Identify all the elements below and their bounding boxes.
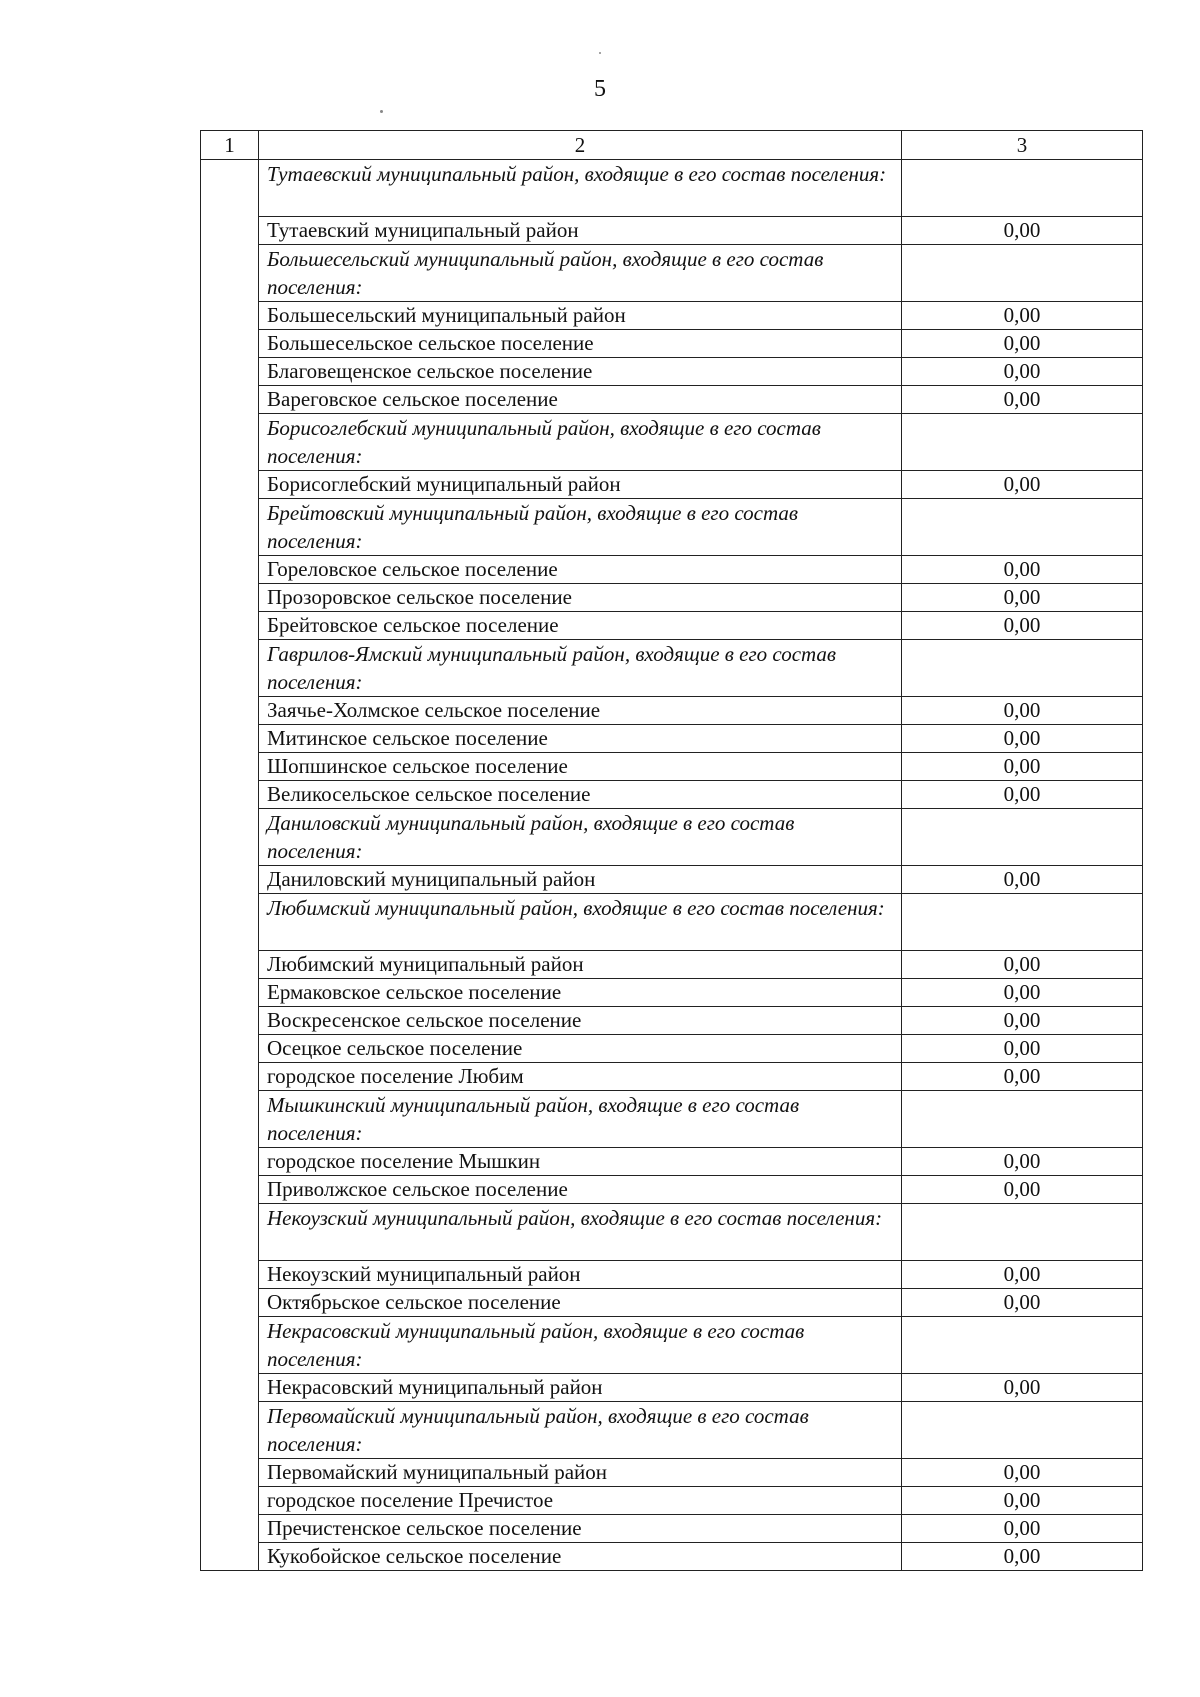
- district-group-row: [201, 640, 1143, 697]
- amount-cell: [902, 160, 1143, 217]
- amount-cell: 0,00: [902, 1543, 1143, 1571]
- table-body: [201, 160, 1143, 1571]
- amount-cell: 0,00: [902, 386, 1143, 414]
- amount-cell: 0,00: [902, 1459, 1143, 1487]
- amount-cell: [902, 414, 1143, 471]
- table-row: [201, 584, 1143, 612]
- page-number: 5: [594, 76, 606, 102]
- table-row: [201, 358, 1143, 386]
- amount-cell: [902, 809, 1143, 866]
- table-row: [201, 979, 1143, 1007]
- amount-cell: 0,00: [902, 866, 1143, 894]
- amount-cell: 0,00: [902, 781, 1143, 809]
- column-header-2: 2: [259, 131, 902, 160]
- table-row: [201, 1148, 1143, 1176]
- amount-cell: 0,00: [902, 753, 1143, 781]
- amount-cell: [902, 499, 1143, 556]
- table-header: [201, 131, 1143, 160]
- amount-cell: 0,00: [902, 584, 1143, 612]
- district-heading: Брейтовский муниципальный район, входящие в его состав поселения:: [259, 499, 902, 556]
- district-heading: Некрасовский муниципальный район, входящие в его состав поселения:: [259, 1317, 902, 1374]
- settlement-name: Некоузский муниципальный район: [259, 1261, 902, 1289]
- settlement-name: Приволжское сельское поселение: [259, 1176, 902, 1204]
- amount-cell: 0,00: [902, 1063, 1143, 1091]
- amount-cell: 0,00: [902, 1148, 1143, 1176]
- amount-cell: [902, 1204, 1143, 1261]
- amount-cell: [902, 1317, 1143, 1374]
- amount-cell: [902, 1402, 1143, 1459]
- settlement-name: Прозоровское сельское поселение: [259, 584, 902, 612]
- amount-cell: 0,00: [902, 556, 1143, 584]
- settlement-name: городское поселение Любим: [259, 1063, 902, 1091]
- table-row: [201, 1261, 1143, 1289]
- table-row: [201, 1459, 1143, 1487]
- district-group-row: [201, 1402, 1143, 1459]
- amount-cell: 0,00: [902, 1261, 1143, 1289]
- table-row: [201, 302, 1143, 330]
- row-number-cell: [201, 160, 259, 1571]
- amount-cell: [902, 1091, 1143, 1148]
- district-heading: Большесельский муниципальный район, входящие в его состав поселения:: [259, 245, 902, 302]
- district-heading: Любимский муниципальный район, входящие в его состав поселения:: [259, 894, 902, 951]
- column-header-3: 3: [902, 131, 1143, 160]
- amount-cell: 0,00: [902, 725, 1143, 753]
- table-row: [201, 1543, 1143, 1571]
- settlement-name: Благовещенское сельское поселение: [259, 358, 902, 386]
- table-row: [201, 1176, 1143, 1204]
- amount-cell: [902, 640, 1143, 697]
- table-row: [201, 217, 1143, 245]
- table-row: [201, 1289, 1143, 1317]
- table-row: [201, 753, 1143, 781]
- district-group-row: [201, 1091, 1143, 1148]
- table-row: [201, 1063, 1143, 1091]
- settlement-name: Заячье-Холмское сельское поселение: [259, 697, 902, 725]
- table-row: [201, 1515, 1143, 1543]
- settlement-name: Большесельское сельское поселение: [259, 330, 902, 358]
- settlement-name: Митинское сельское поселение: [259, 725, 902, 753]
- amount-cell: 0,00: [902, 1035, 1143, 1063]
- settlement-name: Гореловское сельское поселение: [259, 556, 902, 584]
- amount-cell: [902, 245, 1143, 302]
- header-row: [201, 131, 1143, 160]
- settlement-name: Вареговское сельское поселение: [259, 386, 902, 414]
- amount-cell: 0,00: [902, 1487, 1143, 1515]
- amount-cell: 0,00: [902, 330, 1143, 358]
- amount-cell: [902, 894, 1143, 951]
- scan-speck: [599, 52, 601, 54]
- amount-cell: 0,00: [902, 612, 1143, 640]
- table-row: [201, 866, 1143, 894]
- amount-cell: 0,00: [902, 951, 1143, 979]
- district-group-row: [201, 414, 1143, 471]
- table-row: [201, 1007, 1143, 1035]
- settlement-name: Первомайский муниципальный район: [259, 1459, 902, 1487]
- table-row: [201, 471, 1143, 499]
- settlement-name: Некрасовский муниципальный район: [259, 1374, 902, 1402]
- settlement-name: Воскресенское сельское поселение: [259, 1007, 902, 1035]
- scan-speck: [380, 110, 383, 113]
- district-group-row: [201, 1204, 1143, 1261]
- amount-cell: 0,00: [902, 1374, 1143, 1402]
- amount-cell: 0,00: [902, 1289, 1143, 1317]
- amount-cell: 0,00: [902, 1176, 1143, 1204]
- settlement-name: Даниловский муниципальный район: [259, 866, 902, 894]
- settlement-name: Ермаковское сельское поселение: [259, 979, 902, 1007]
- table-row: [201, 1374, 1143, 1402]
- settlement-name: Тутаевский муниципальный район: [259, 217, 902, 245]
- settlement-name: Большесельский муниципальный район: [259, 302, 902, 330]
- district-group-row: [201, 1317, 1143, 1374]
- table-row: [201, 1035, 1143, 1063]
- settlement-name: Великосельское сельское поселение: [259, 781, 902, 809]
- settlement-name: городское поселение Мышкин: [259, 1148, 902, 1176]
- budget-table: [200, 130, 1143, 1571]
- settlement-name: городское поселение Пречистое: [259, 1487, 902, 1515]
- table-row: [201, 725, 1143, 753]
- settlement-name: Шопшинское сельское поселение: [259, 753, 902, 781]
- district-group-row: [201, 499, 1143, 556]
- amount-cell: 0,00: [902, 358, 1143, 386]
- settlement-name: Осецкое сельское поселение: [259, 1035, 902, 1063]
- table-row: [201, 386, 1143, 414]
- amount-cell: 0,00: [902, 217, 1143, 245]
- district-heading: Мышкинский муниципальный район, входящие в его состав поселения:: [259, 1091, 902, 1148]
- settlement-name: Любимский муниципальный район: [259, 951, 902, 979]
- table-row: [201, 1487, 1143, 1515]
- column-header-1: 1: [201, 131, 259, 160]
- district-heading: Даниловский муниципальный район, входящие в его состав поселения:: [259, 809, 902, 866]
- settlement-name: Брейтовское сельское поселение: [259, 612, 902, 640]
- settlement-name: Октябрьское сельское поселение: [259, 1289, 902, 1317]
- settlement-name: Пречистенское сельское поселение: [259, 1515, 902, 1543]
- district-heading: Тутаевский муниципальный район, входящие в его состав поселения:: [259, 160, 902, 217]
- table-row: [201, 951, 1143, 979]
- table-row: [201, 556, 1143, 584]
- amount-cell: 0,00: [902, 471, 1143, 499]
- amount-cell: 0,00: [902, 1007, 1143, 1035]
- amount-cell: 0,00: [902, 979, 1143, 1007]
- table-row: [201, 781, 1143, 809]
- district-heading: Борисоглебский муниципальный район, входящие в его состав поселения:: [259, 414, 902, 471]
- district-group-row: [201, 894, 1143, 951]
- district-group-row: [201, 160, 1143, 217]
- district-heading: Некоузский муниципальный район, входящие в его состав поселения:: [259, 1204, 902, 1261]
- settlement-name: Борисоглебский муниципальный район: [259, 471, 902, 499]
- amount-cell: 0,00: [902, 1515, 1143, 1543]
- district-group-row: [201, 245, 1143, 302]
- table-row: [201, 612, 1143, 640]
- table-row: [201, 330, 1143, 358]
- district-group-row: [201, 809, 1143, 866]
- amount-cell: 0,00: [902, 697, 1143, 725]
- table-row: [201, 697, 1143, 725]
- district-heading: Первомайский муниципальный район, входящие в его состав поселения:: [259, 1402, 902, 1459]
- settlement-name: Кукобойское сельское поселение: [259, 1543, 902, 1571]
- district-heading: Гаврилов-Ямский муниципальный район, входящие в его состав поселения:: [259, 640, 902, 697]
- amount-cell: 0,00: [902, 302, 1143, 330]
